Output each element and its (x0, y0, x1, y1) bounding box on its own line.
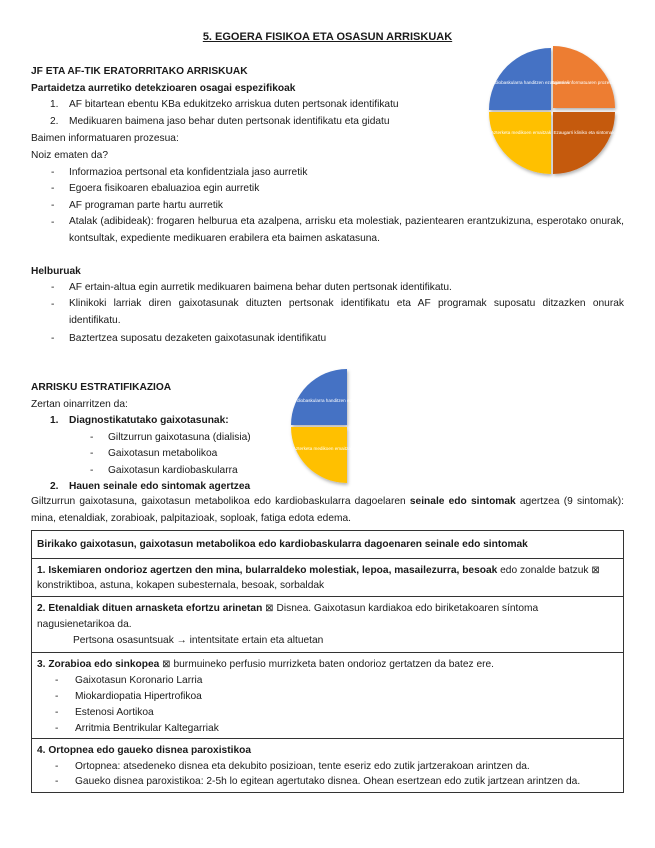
bullet-dash: - (51, 282, 55, 293)
list-number: 1. (50, 99, 59, 110)
bullet-item: Ortopnea: atsedeneko disnea eta dekubito posizioan, tente eseriz edo zutik jartzerakoan arintzen da. (75, 761, 530, 772)
table-row: 2. Etenaldiak dituen arnasketa efortzu arinetan ⊠ Disnea. Gaixotasun kardiakoa edo biriketakoaren síntoma (37, 603, 539, 614)
paragraph: Baimen informatuaren prozesua: (31, 133, 179, 144)
bullet-dash: - (51, 217, 55, 228)
stratification-pie-chart (274, 366, 372, 488)
page-title: 5. EGOERA FISIKOA ETA OSASUN ARRISKUAK (202, 31, 453, 43)
bullet-dash: - (90, 448, 94, 459)
divider (31, 652, 624, 653)
bullet-item: AF ertain-altua egin aurretik medikuaren baimena behar duten pertsonak identifikatu. (69, 282, 452, 293)
paragraph: Noiz ematen da? (31, 150, 109, 161)
bullet-dash: - (51, 183, 55, 194)
pie-slice (291, 427, 347, 483)
bullet-item: Gaixotasun Koronario Larria (75, 675, 203, 686)
paragraph: Zertan oinarritzen da: (31, 399, 128, 410)
pie-slice (489, 48, 551, 110)
bullet-item: Miokardiopatia Hipertrofikoa (75, 691, 202, 702)
section-heading-stratification: ARRISKU ESTRATIFIKAZIOA (31, 382, 172, 393)
bullet-dash: - (51, 333, 55, 344)
bullet-dash: - (55, 707, 59, 718)
table-row: 1. Iskemiaren ondorioz agertzen den mina, bularraldeko molestiak, lepoa, masailezurra, besoak edo zonalde batzuk ⊠ (37, 565, 600, 576)
pie-label: Arrisku kardiobaskularra handitzen ezaugarriak (274, 398, 372, 403)
list-number: 2. (50, 481, 59, 492)
pie-slice (553, 112, 615, 174)
paragraph: Giltzurrun gaixotasuna, gaixotasun metabolikoa edo kardiobaskularra dagoelaren seinale edo sintomak agertzea (9 sintomak): mina, etenaldiak, zorabioak, palpitazioak, soploak, fatiga edota edema. (31, 496, 624, 524)
table-row-continued: konstriktiboa, astuna, kokapen subesternala, besoak, sorbaldak (37, 580, 325, 591)
table-row: 3. Zorabioa edo sinkopea ⊠ burmuineko perfusio murrizketa baten ondorioz gertatzen da batez ere. (37, 659, 495, 670)
bullet-item: Gaueko disnea paroxistikoa: 2-5h lo egitean agertutako disnea. Ohean esertzean edo zutik jartzean arintzen da. (75, 776, 581, 787)
bullet-dash: - (55, 691, 59, 702)
pie-label: Arrisku kardiobaskularra handitzen ezaugarriak (472, 80, 570, 85)
section-subheading: Partaidetza aurretiko detekzioaren osagai espezifikoak (31, 83, 296, 94)
pie-label: Azterketa medikoen emaitzak (292, 446, 354, 451)
pie-slice (553, 46, 615, 108)
bullet-item: Baztertzea suposatu dezaketen gaixotasunak identifikatu (69, 333, 327, 344)
bullet-dash: - (90, 432, 94, 443)
table-row: 4. Ortopnea edo gaueko disnea paroxistikoa (37, 745, 251, 756)
divider (31, 596, 624, 597)
divider (31, 558, 624, 559)
table-row-note: Pertsona osasuntsuak → intentsitate ertain eta altuetan (73, 635, 324, 646)
pie-label: Ezaugarri kliniko eta sintomak (553, 130, 615, 135)
process-pie-chart (472, 44, 627, 174)
list-item: Diagnostikatutako gaixotasunak: (69, 415, 229, 426)
bullet-dash: - (51, 167, 55, 178)
bullet-dash: - (55, 675, 59, 686)
sub-item: Gaixotasun kardiobaskularra (108, 465, 238, 476)
bullet-item: Estenosi Aortikoa (75, 707, 154, 718)
divider (31, 738, 624, 739)
table-row-continued: nagusienetarikoa da. (37, 619, 132, 630)
bullet-item: Egoera fisikoaren ebaluazioa egin aurretik (69, 183, 260, 194)
list-item: Hauen seinale edo sintomak agertzea (69, 481, 251, 492)
list-item: Medikuaren baimena jaso behar duten pertsonak identifikatu eta gidatu (69, 116, 390, 127)
list-number: 2. (50, 116, 59, 127)
bullet-item: Atalak (adibideak): frogaren helburua eta azalpena, arrisku eta molestiak, pazientearen erantzukizuna, esperotako onurak, kontsultak, expediente medikuaren erabilera eta baimen askatasuna. (69, 216, 624, 244)
bullet-dash: - (51, 200, 55, 211)
bullet-item: Informazioa pertsonal eta konfidentziala jaso aurretik (69, 167, 308, 178)
bullet-dash: - (51, 299, 55, 310)
bullet-item: Arritmia Bentrikular Kaltegarriak (75, 723, 219, 734)
bullet-item: AF programan parte hartu aurretik (69, 200, 224, 211)
bullet-item: Klinikoki larriak diren gaixotasunak dituzten pertsonak identifikatu eta AF programak suposatu ditzazken onurak identifikatu. (69, 298, 624, 326)
bullet-dash: - (55, 776, 59, 787)
bullet-dash: - (55, 723, 59, 734)
list-item: AF bitartean ebentu KBa edukitzeko arriskua duten pertsonak identifikatu (69, 99, 399, 110)
sub-item: Giltzurrun gaixotasuna (dialisia) (108, 432, 251, 443)
bullet-dash: - (55, 761, 59, 772)
bullet-dash: - (90, 465, 94, 476)
pie-label: Baimen informatuaren prozesua (551, 80, 617, 85)
pie-slice (489, 112, 551, 174)
list-number: 1. (50, 415, 59, 426)
table-header: Birikako gaixotasun, gaixotasun metabolikoa edo kardiobaskularra dagoenaren seinale edo sintomak (37, 539, 528, 550)
pie-slice (291, 369, 347, 425)
pie-label: Azterketa medikoen emaitzak (490, 130, 552, 135)
sub-item: Gaixotasun metabolikoa (108, 448, 218, 459)
section-heading-risks: JF ETA AF-TIK ERATORRITAKO ARRISKUAK (31, 66, 248, 77)
section-heading-goals: Helburuak (31, 266, 81, 277)
